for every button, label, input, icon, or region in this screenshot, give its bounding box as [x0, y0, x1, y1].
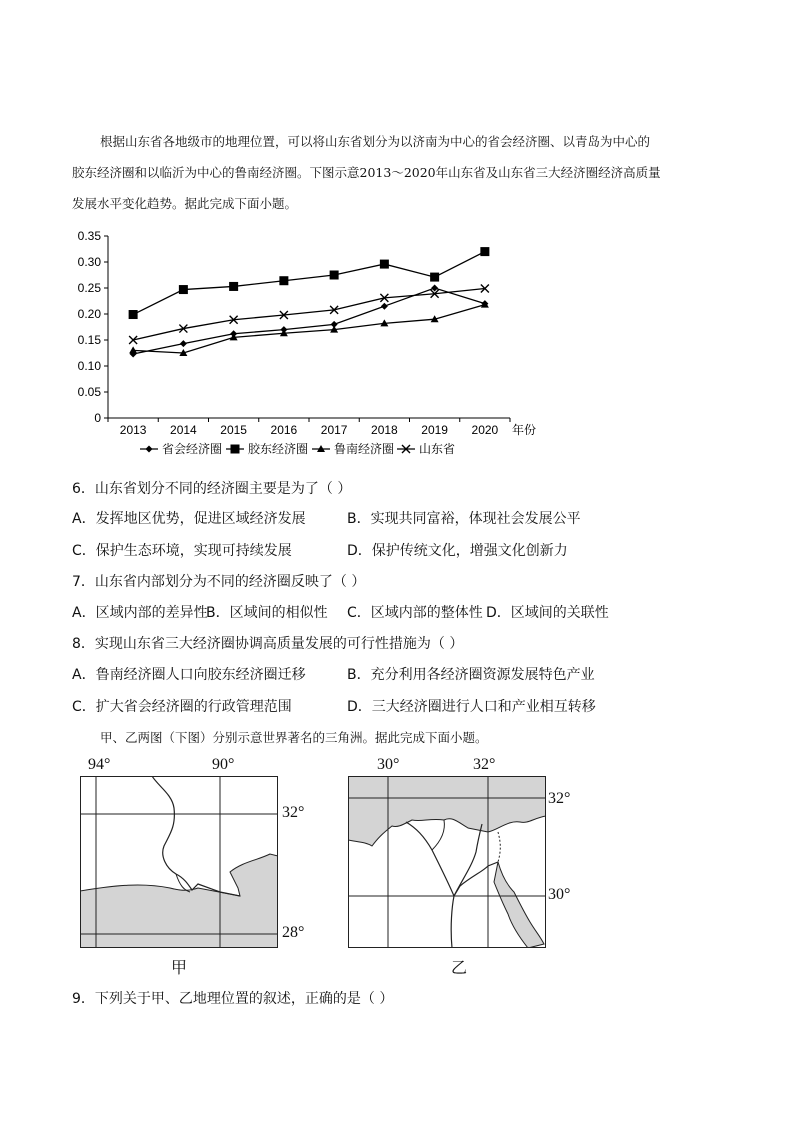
question-9-stem: 9．下列关于甲、乙地理位置的叙述，正确的是（ ） [72, 991, 394, 1007]
data-point-diamond [180, 340, 187, 347]
x-tick-label: 2016 [270, 423, 298, 437]
question-8-option-a[interactable]: A．鲁南经济圈人口向胶东经济圈迁移 [72, 667, 306, 683]
question-7-option-a[interactable]: A．区域内部的差异性 [72, 605, 208, 621]
map-yi-lat-bottom: 30° [548, 886, 571, 903]
legend-label: 胶东经济圈 [248, 442, 309, 456]
intro-2: 甲、乙两图（下图）分别示意世界著名的三角洲。据此完成下面小题。 [100, 730, 488, 745]
x-tick-label: 2013 [119, 423, 147, 437]
question-6-stem: 6．山东省划分不同的经济圈主要是为了（ ） [72, 481, 352, 497]
map-jia-lon-right: 90° [212, 756, 235, 773]
map-jia-lat-bottom: 28° [282, 924, 305, 941]
data-point-square [179, 285, 188, 294]
map-yi-lon-left: 30° [377, 756, 400, 773]
delta-branch-mid [432, 820, 444, 850]
map-jia-lat-top: 32° [282, 804, 305, 821]
x-axis-unit: 年份 [512, 423, 537, 437]
x-tick-label: 2015 [220, 423, 247, 437]
map-yi [348, 776, 546, 948]
legend-label: 鲁南经济圈 [334, 442, 395, 456]
question-6-option-d[interactable]: D．保护传统文化，增强文化创新力 [347, 543, 568, 559]
data-point-square [229, 282, 238, 291]
question-8-option-b[interactable]: B．充分利用各经济圈资源发展特色产业 [347, 667, 595, 683]
map-yi-caption: 乙 [451, 958, 468, 977]
y-tick-label: 0.15 [77, 333, 101, 347]
data-point-square [380, 260, 389, 269]
x-tick-label: 2019 [421, 423, 448, 437]
question-6-option-b[interactable]: B．实现共同富裕，体现社会发展公平 [347, 511, 581, 527]
delta-branch-east [454, 824, 482, 896]
question-7-stem: 7．山东省内部划分为不同的经济圈反映了（ ） [72, 574, 366, 590]
y-tick-label: 0.05 [77, 385, 101, 399]
y-tick-label: 0 [94, 411, 101, 425]
data-point-square [480, 247, 489, 256]
question-8-stem: 8．实现山东省三大经济圈协调高质量发展的可行性措施为（ ） [72, 636, 464, 652]
question-6-option-c[interactable]: C．保护生态环境，实现可持续发展 [72, 543, 292, 559]
gulf-area [494, 862, 544, 948]
intro-line-2: 胶东经济圈和以临沂为中心的鲁南经济圈。下图示意2013～2020年山东省及山东省三大经济圈经济高质量 [72, 165, 661, 180]
map-yi-lat-top: 32° [548, 790, 571, 807]
legend-marker [146, 446, 153, 453]
data-point-square [330, 271, 339, 280]
y-tick-label: 0.25 [77, 281, 101, 295]
data-point-diamond [381, 303, 388, 310]
y-tick-label: 0.20 [77, 307, 101, 321]
x-tick-label: 2018 [371, 423, 398, 437]
legend-label: 省会经济圈 [162, 442, 223, 456]
question-8-option-c[interactable]: C．扩大省会经济圈的行政管理范围 [72, 699, 292, 715]
y-tick-label: 0.35 [77, 229, 101, 243]
x-tick-label: 2017 [320, 423, 348, 437]
question-7-option-b[interactable]: B．区域间的相似性 [206, 605, 328, 621]
intro-line-3: 发展水平变化趋势。据此完成下面小题。 [72, 196, 298, 211]
question-6-option-a[interactable]: A．发挥地区优势，促进区域经济发展 [72, 511, 306, 527]
map-jia-caption: 甲 [171, 958, 188, 977]
line-chart [60, 222, 560, 462]
intro-line-1: 根据山东省各地级市的地理位置，可以将山东省划分为以济南为中心的省会经济圈、以青岛为中心的 [100, 134, 651, 149]
map-jia [80, 776, 278, 948]
delta-branch-west [406, 822, 454, 896]
map-yi-lon-right: 32° [473, 756, 496, 773]
series-line-2 [133, 252, 485, 315]
legend-marker [231, 445, 240, 454]
sea-area [348, 776, 546, 846]
intro-paragraph [72, 126, 732, 219]
y-tick-label: 0.30 [77, 255, 101, 269]
x-tick-label: 2014 [170, 423, 197, 437]
legend-label: 山东省 [419, 442, 456, 456]
river-delta-line [152, 776, 240, 896]
question-7-option-d[interactable]: D．区域间的关联性 [486, 605, 609, 621]
question-8-option-d[interactable]: D．三大经济圈进行人口和产业相互转移 [347, 699, 596, 715]
question-7-option-c[interactable]: C．区域内部的整体性 [347, 605, 483, 621]
data-point-square [129, 310, 138, 319]
y-tick-label: 0.10 [77, 359, 101, 373]
data-point-square [430, 273, 439, 282]
river-main [451, 862, 498, 948]
map-jia-lon-left: 94° [88, 756, 111, 773]
x-tick-label: 2020 [471, 423, 499, 437]
canal-line [498, 832, 500, 862]
data-point-square [279, 276, 288, 285]
